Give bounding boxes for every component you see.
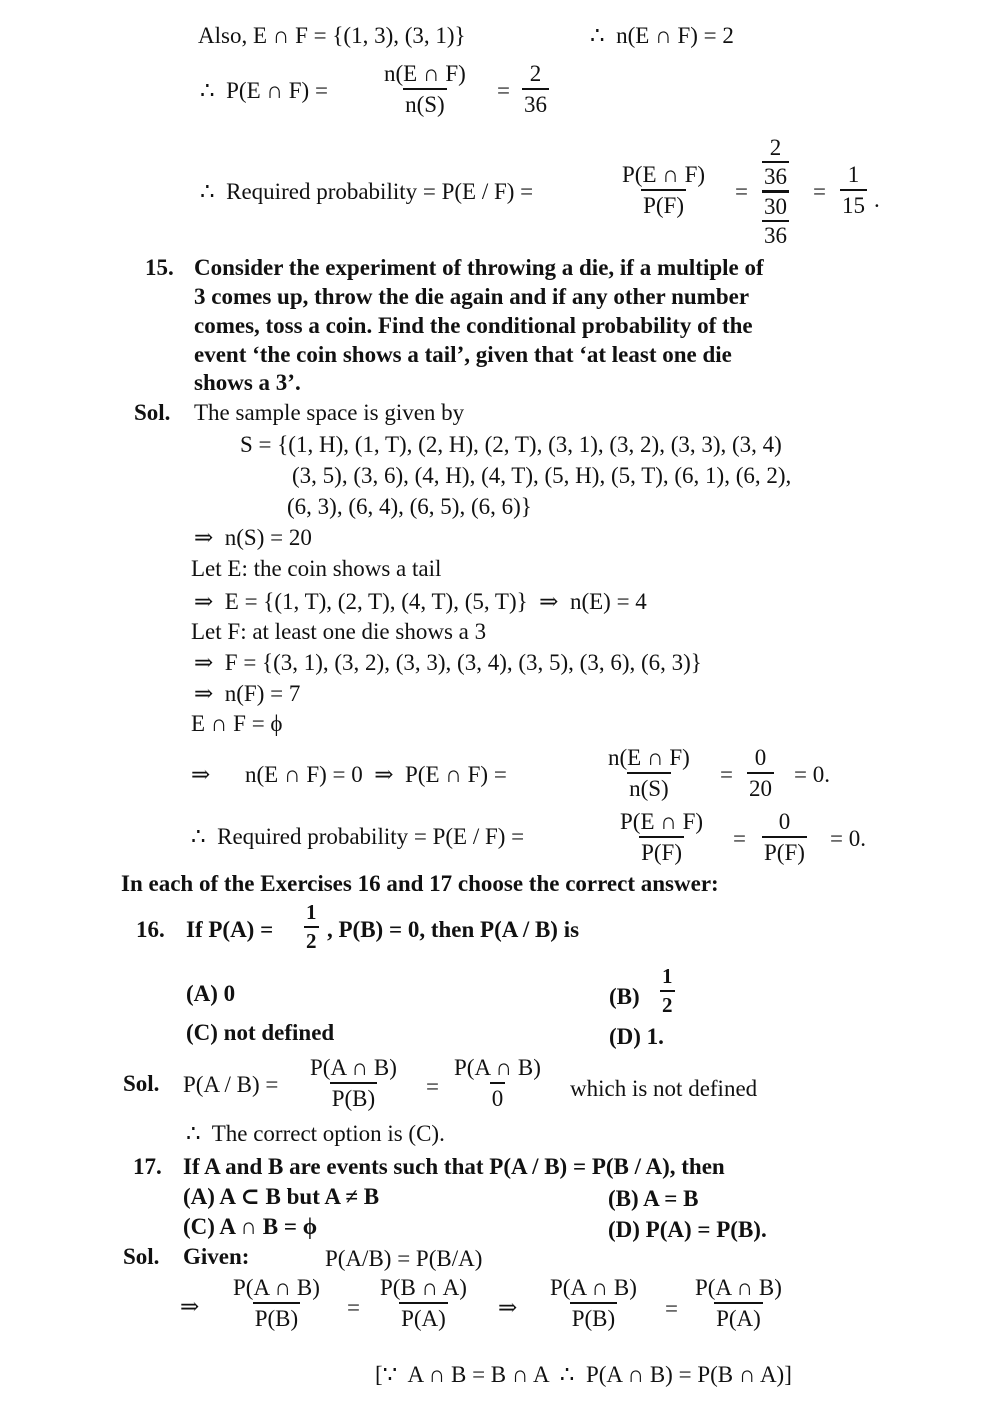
fraction-1-over-15: $\frac{1}{15}$ bbox=[842, 162, 865, 218]
implies-arrow: ⇒ bbox=[191, 762, 211, 787]
equals-zero: = 0. bbox=[794, 762, 830, 787]
fraction-pab-over-pb: $\frac{P(A \cap B)}{P(B)}$ bbox=[550, 1275, 637, 1331]
question-16-option-b: (B) bbox=[609, 984, 640, 1009]
correct-option-c: ∴ The correct option is (C). bbox=[186, 1121, 445, 1146]
fraction-0-over-20: $\frac{0}{20}$ bbox=[749, 745, 772, 801]
given-label: Given: bbox=[183, 1244, 250, 1269]
fraction-0-over-pf: $\frac{0}{P(F)}$ bbox=[764, 809, 805, 865]
fraction-n-ef-over-n-s: $\frac{n(E \cap F)}{n(S)}$ bbox=[608, 745, 690, 801]
p-a-given-b-lhs: P(A / B) = bbox=[183, 1072, 279, 1097]
fraction-n-ef-over-n-s: $\frac{n(E \cap F)}{n(S)}$ bbox=[384, 61, 466, 117]
question-16-option-c: (C) not defined bbox=[186, 1020, 335, 1045]
question-15-line-1: Consider the experiment of throwing a die, if a multiple of bbox=[194, 255, 764, 280]
question-17-option-b: (B) A = B bbox=[608, 1186, 699, 1211]
fraction-pba-over-pa: $\frac{P(B \cap A)}{P(A)}$ bbox=[380, 1275, 467, 1331]
question-16-option-a: (A) 0 bbox=[186, 981, 236, 1006]
fraction-pab-over-pb: $\frac{P(A \cap B)}{P(B)}$ bbox=[310, 1055, 397, 1111]
equals-sign: = bbox=[665, 1296, 678, 1321]
required-probability-prefix: ∴ Required probability = P(E / F) = bbox=[191, 824, 525, 849]
fraction-2-over-36: $\frac{2}{36}$ bbox=[524, 61, 547, 117]
event-e-set: ⇒ E = {(1, T), (2, T), (4, T), (5, T)} ⇒ n(E) = 4 bbox=[194, 589, 647, 614]
n-ef-zero-line: n(E ∩ F) = 0 ⇒ P(E ∩ F) = bbox=[245, 762, 507, 787]
question-15-line-3: comes, toss a coin. Find the conditional probability of the bbox=[194, 313, 753, 338]
question-15-line-2: 3 comes up, throw the die again and if any other number bbox=[194, 284, 750, 309]
sample-space-line-1: S = {(1, H), (1, T), (2, H), (2, T), (3, 1), (3, 2), (3, 3), (3, 4) bbox=[240, 432, 782, 457]
sample-space-line-2: (3, 5), (3, 6), (4, H), (4, T), (5, H), (5, T), (6, 1), (6, 2), bbox=[292, 463, 792, 488]
justification-note: [∵ A ∩ B = B ∩ A ∴ P(A ∩ B) = P(B ∩ A)] bbox=[375, 1362, 792, 1387]
equals-sign: = bbox=[497, 78, 510, 103]
event-f-set: ⇒ F = {(3, 1), (3, 2), (3, 3), (3, 4), (3, 5), (3, 6), (6, 3)} bbox=[194, 650, 702, 675]
sample-space-line-3: (6, 3), (6, 4), (6, 5), (6, 6)} bbox=[287, 494, 532, 519]
solution-17-label: Sol. bbox=[123, 1244, 160, 1269]
n-s-equals-20: ⇒ n(S) = 20 bbox=[194, 525, 312, 550]
solution-15-label: Sol. bbox=[134, 400, 171, 425]
implies-arrow: ⇒ bbox=[180, 1294, 200, 1319]
period: . bbox=[874, 187, 880, 212]
question-16-number: 16. bbox=[136, 917, 165, 942]
question-15-line-5: shows a 3’. bbox=[194, 370, 301, 395]
sample-space-intro: The sample space is given by bbox=[194, 400, 465, 425]
fraction-pab-over-pb: $\frac{P(A \cap B)}{P(B)}$ bbox=[233, 1275, 320, 1331]
question-17-option-d: (D) P(A) = P(B). bbox=[608, 1217, 767, 1242]
fraction-pef-over-pf: $\frac{P(E \cap F)}{P(F)}$ bbox=[620, 809, 704, 865]
fraction-pab-over-pa: $\frac{P(A \cap B)}{P(A)}$ bbox=[695, 1275, 782, 1331]
compound-fraction-2-36-over-30-36: 2 36 30 36 bbox=[764, 135, 787, 248]
n-f-equals-7: ⇒ n(F) = 7 bbox=[194, 681, 301, 706]
equals-sign: = bbox=[720, 762, 733, 787]
equals-sign: = bbox=[813, 179, 826, 204]
line-e-intersect-f: Also, E ∩ F = {(1, 3), (3, 1)} bbox=[198, 23, 466, 48]
solution-16-label: Sol. bbox=[123, 1071, 160, 1096]
question-15-number: 15. bbox=[145, 255, 174, 280]
let-f-definition: Let F: at least one die shows a 3 bbox=[191, 619, 487, 644]
question-16-option-d: (D) 1. bbox=[609, 1024, 664, 1049]
exercise-instruction: In each of the Exercises 16 and 17 choose the correct answer: bbox=[121, 871, 719, 896]
e-intersect-f-empty: E ∩ F = ϕ bbox=[191, 711, 283, 736]
let-e-definition: Let E: the coin shows a tail bbox=[191, 556, 442, 581]
fraction-pab-over-zero: $\frac{P(A \cap B)}{0}$ bbox=[454, 1055, 541, 1111]
question-17-text: If A and B are events such that P(A / B) = P(B / A), then bbox=[183, 1154, 725, 1179]
question-17-number: 17. bbox=[133, 1154, 162, 1179]
equals-sign: = bbox=[735, 179, 748, 204]
p-e-intersect-f-prefix: ∴ P(E ∩ F) = bbox=[200, 78, 328, 103]
fraction-one-half: $\frac{1}{2}$ bbox=[306, 900, 317, 953]
equals-sign: = bbox=[347, 1295, 360, 1320]
question-17-option-c: (C) A ∩ B = ϕ bbox=[183, 1214, 318, 1239]
equals-sign: = bbox=[733, 826, 746, 851]
not-defined-remark: which is not defined bbox=[570, 1076, 758, 1101]
question-16-text-b: , P(B) = 0, then P(A / B) is bbox=[327, 917, 580, 942]
question-16-text-a: If P(A) = bbox=[186, 917, 274, 942]
question-17-option-a: (A) A ⊂ B but A ≠ B bbox=[183, 1184, 380, 1209]
fraction-one-half: $\frac{1}{2}$ bbox=[662, 964, 673, 1017]
question-15-line-4: event ‘the coin shows a tail’, given that ‘at least one die bbox=[194, 342, 732, 367]
fraction-pef-over-pf: $\frac{P(E \cap F)}{P(F)}$ bbox=[622, 162, 706, 218]
line-n-e-intersect-f: ∴ n(E ∩ F) = 2 bbox=[590, 23, 734, 48]
implies-arrow: ⇒ bbox=[498, 1295, 518, 1320]
equals-zero: = 0. bbox=[830, 826, 866, 851]
required-probability-prefix: ∴ Required probability = P(E / F) = bbox=[200, 179, 534, 204]
equals-sign: = bbox=[426, 1074, 439, 1099]
given-equation: P(A/B) = P(B/A) bbox=[325, 1246, 483, 1271]
